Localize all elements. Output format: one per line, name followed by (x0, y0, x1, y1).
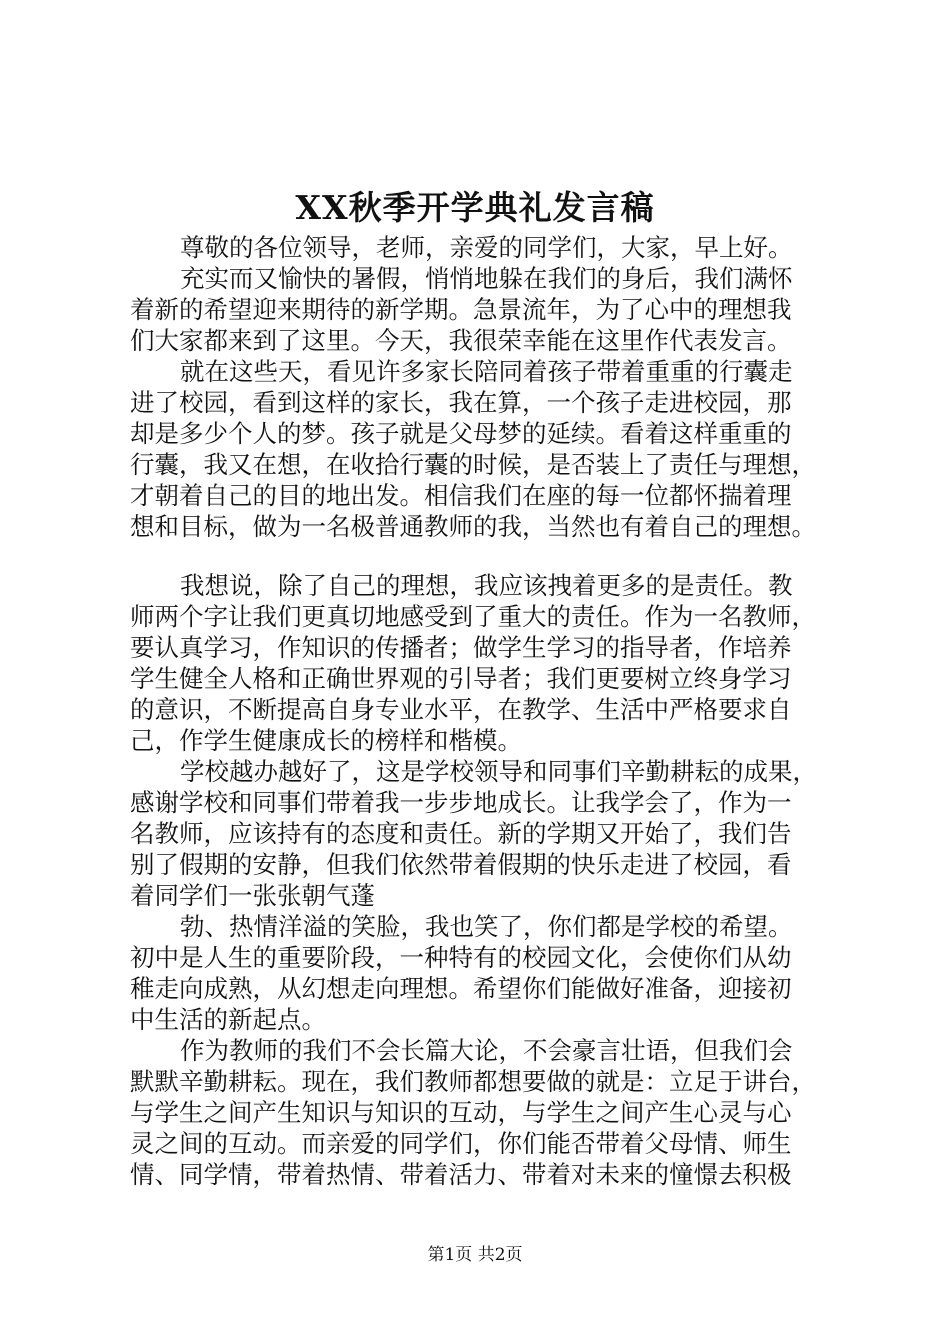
paragraph-line: 着同学们一张张朝气蓬 (130, 881, 375, 910)
paragraph-line: 勃、热情洋溢的笑脸，我也笑了，你们都是学校的希望。 (180, 912, 793, 941)
page-number-footer: 第1页 共2页 (427, 1245, 523, 1265)
paragraph-line: 充实而又愉快的暑假，悄悄地躲在我们的身后，我们满怀 (180, 264, 793, 293)
paragraph-line: 想和目标，做为一名极普通教师的我，当然也有着自己的理想。 (130, 512, 816, 541)
document-title: XX秋季开学典礼发言稿 (295, 188, 655, 227)
paragraph-line: 己，作学生健康成长的榜样和楷模。 (130, 726, 522, 755)
paragraph-line: 行囊，我又在想，在收拾行囊的时候，是否装上了责任与理想， (130, 450, 816, 479)
paragraph-line: 进了校园，看到这样的家长，我在算，一个孩子走进校园，那 (130, 388, 792, 417)
paragraph-line: 就在这些天，看见许多家长陪同着孩子带着重重的行囊走 (180, 357, 793, 386)
paragraph-line: 要认真学习，作知识的传播者；做学生学习的指导者，作培养 (130, 633, 792, 662)
paragraph-line: 却是多少个人的梦。孩子就是父母梦的延续。看着这样重重的 (130, 419, 792, 448)
paragraph-line: 与学生之间产生知识与知识的互动，与学生之间产生心灵与心 (130, 1098, 792, 1127)
paragraph-line: 尊敬的各位领导，老师，亲爱的同学们，大家，早上好。 (180, 233, 793, 262)
paragraph-line: 我想说，除了自己的理想，我应该拽着更多的是责任。教 (180, 571, 793, 600)
paragraph-line: 师两个字让我们更真切地感受到了重大的责任。作为一名教师， (130, 602, 816, 631)
paragraph-line: 中生活的新起点。 (130, 1005, 326, 1034)
paragraph-line: 学生健全人格和正确世界观的引导者；我们更要树立终身学习 (130, 664, 792, 693)
paragraph-line: 作为教师的我们不会长篇大论，不会豪言壮语，但我们会 (180, 1036, 793, 1065)
paragraph-line: 默默辛勤耕耘。现在，我们教师都想要做的就是：立足于讲台， (130, 1067, 816, 1096)
paragraph-line: 们大家都来到了这里。今天，我很荣幸能在这里作代表发言。 (130, 326, 792, 355)
paragraph-line: 的意识，不断提高自身专业水平，在教学、生活中严格要求自 (130, 695, 792, 724)
paragraph-line: 别了假期的安静，但我们依然带着假期的快乐走进了校园，看 (130, 850, 792, 879)
paragraph-line: 学校越办越好了，这是学校领导和同事们辛勤耕耘的成果， (180, 757, 817, 786)
document-body (130, 232, 850, 1190)
paragraph-line: 情、同学情，带着热情、带着活力、带着对未来的憧憬去积极 (130, 1160, 792, 1189)
paragraph-line: 感谢学校和同事们带着我一步步地成长。让我学会了，作为一 (130, 788, 792, 817)
paragraph-line: 灵之间的互动。而亲爱的同学们，你们能否带着父母情、师生 (130, 1129, 792, 1158)
paragraph-line: 名教师，应该持有的态度和责任。新的学期又开始了，我们告 (130, 819, 792, 848)
paragraph-line: 初中是人生的重要阶段，一种特有的校园文化，会使你们从幼 (130, 943, 792, 972)
paragraph-line: 稚走向成熟，从幻想走向理想。希望你们能做好准备，迎接初 (130, 974, 792, 1003)
paragraph-spacer (130, 542, 850, 570)
paragraph-line: 着新的希望迎来期待的新学期。急景流年，为了心中的理想我 (130, 295, 792, 324)
paragraph-line: 才朝着自己的目的地出发。相信我们在座的每一位都怀揣着理 (130, 481, 792, 510)
